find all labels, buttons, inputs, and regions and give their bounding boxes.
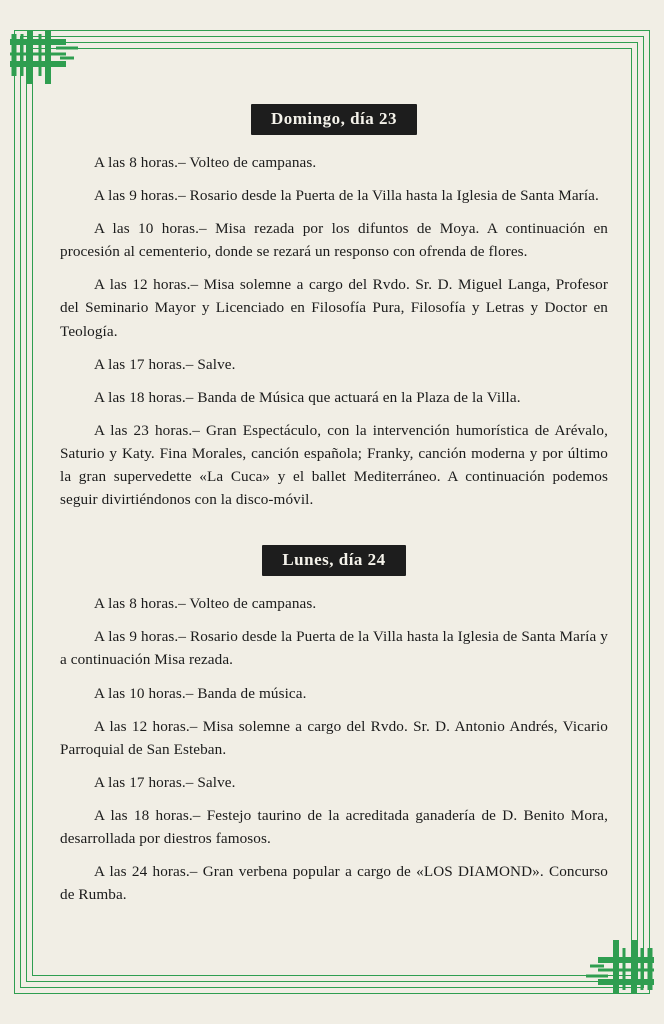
program-section-sunday bbox=[60, 104, 608, 511]
day-heading-label: Lunes, día 24 bbox=[262, 545, 405, 576]
program-entry: A las 12 horas.– Misa solemne a cargo del Rvdo. Sr. D. Antonio Andrés, Vicario Parroquial de San Esteban. bbox=[60, 717, 608, 758]
program-entry: A las 12 horas.– Misa solemne a cargo del Rvdo. Sr. D. Miguel Langa, Profesor del Seminario Mayor y Licenciado en Filosofía Pura, Filosofía y Letras y Doctor en Teología. bbox=[60, 276, 608, 340]
program-entry: A las 17 horas.– Salve. bbox=[94, 773, 236, 791]
program-entry: A las 9 horas.– Rosario desde la Puerta de la Villa hasta la Iglesia de Santa María. bbox=[94, 187, 599, 205]
program-entry: A las 8 horas.– Volteo de campanas. bbox=[94, 595, 317, 613]
day-heading-monday bbox=[60, 545, 608, 576]
program-entry: A las 10 horas.– Misa rezada por los difuntos de Moya. A continuación en procesión al cementerio, donde se rezará un responso con ofrenda de flores. bbox=[60, 220, 608, 261]
program-entry: A las 24 horas.– Gran verbena popular a cargo de «LOS DIAMOND». Concurso de Rumba. bbox=[60, 863, 608, 904]
program-content bbox=[60, 86, 608, 954]
program-entry: A las 18 horas.– Festejo taurino de la acreditada ganadería de D. Benito Mora, desarrollada por diestros famosos. bbox=[60, 806, 608, 847]
program-entry: A las 23 horas.– Gran Espectáculo, con la intervención humorística de Arévalo, Saturio y Katy. Fina Morales, canción española; Franky, canción moderna y por último la gran supervedette «La Cuca» y el ballet Mediterráneo. A continuación podemos seguir divirtiéndonos con la disco-móvil. bbox=[60, 421, 608, 509]
program-section-monday bbox=[60, 545, 608, 906]
program-entry: A las 17 horas.– Salve. bbox=[94, 355, 236, 373]
program-entry: A las 8 horas.– Volteo de campanas. bbox=[94, 154, 317, 171]
program-entry: A las 9 horas.– Rosario desde la Puerta de la Villa hasta la Iglesia de Santa María y a continuación Misa rezada. bbox=[60, 628, 608, 669]
program-entry: A las 10 horas.– Banda de música. bbox=[94, 684, 307, 702]
day-heading-sunday bbox=[60, 104, 608, 135]
day-heading-label: Domingo, día 23 bbox=[251, 104, 417, 135]
program-entry: A las 18 horas.– Banda de Música que actuará en la Plaza de la Villa. bbox=[94, 388, 521, 406]
